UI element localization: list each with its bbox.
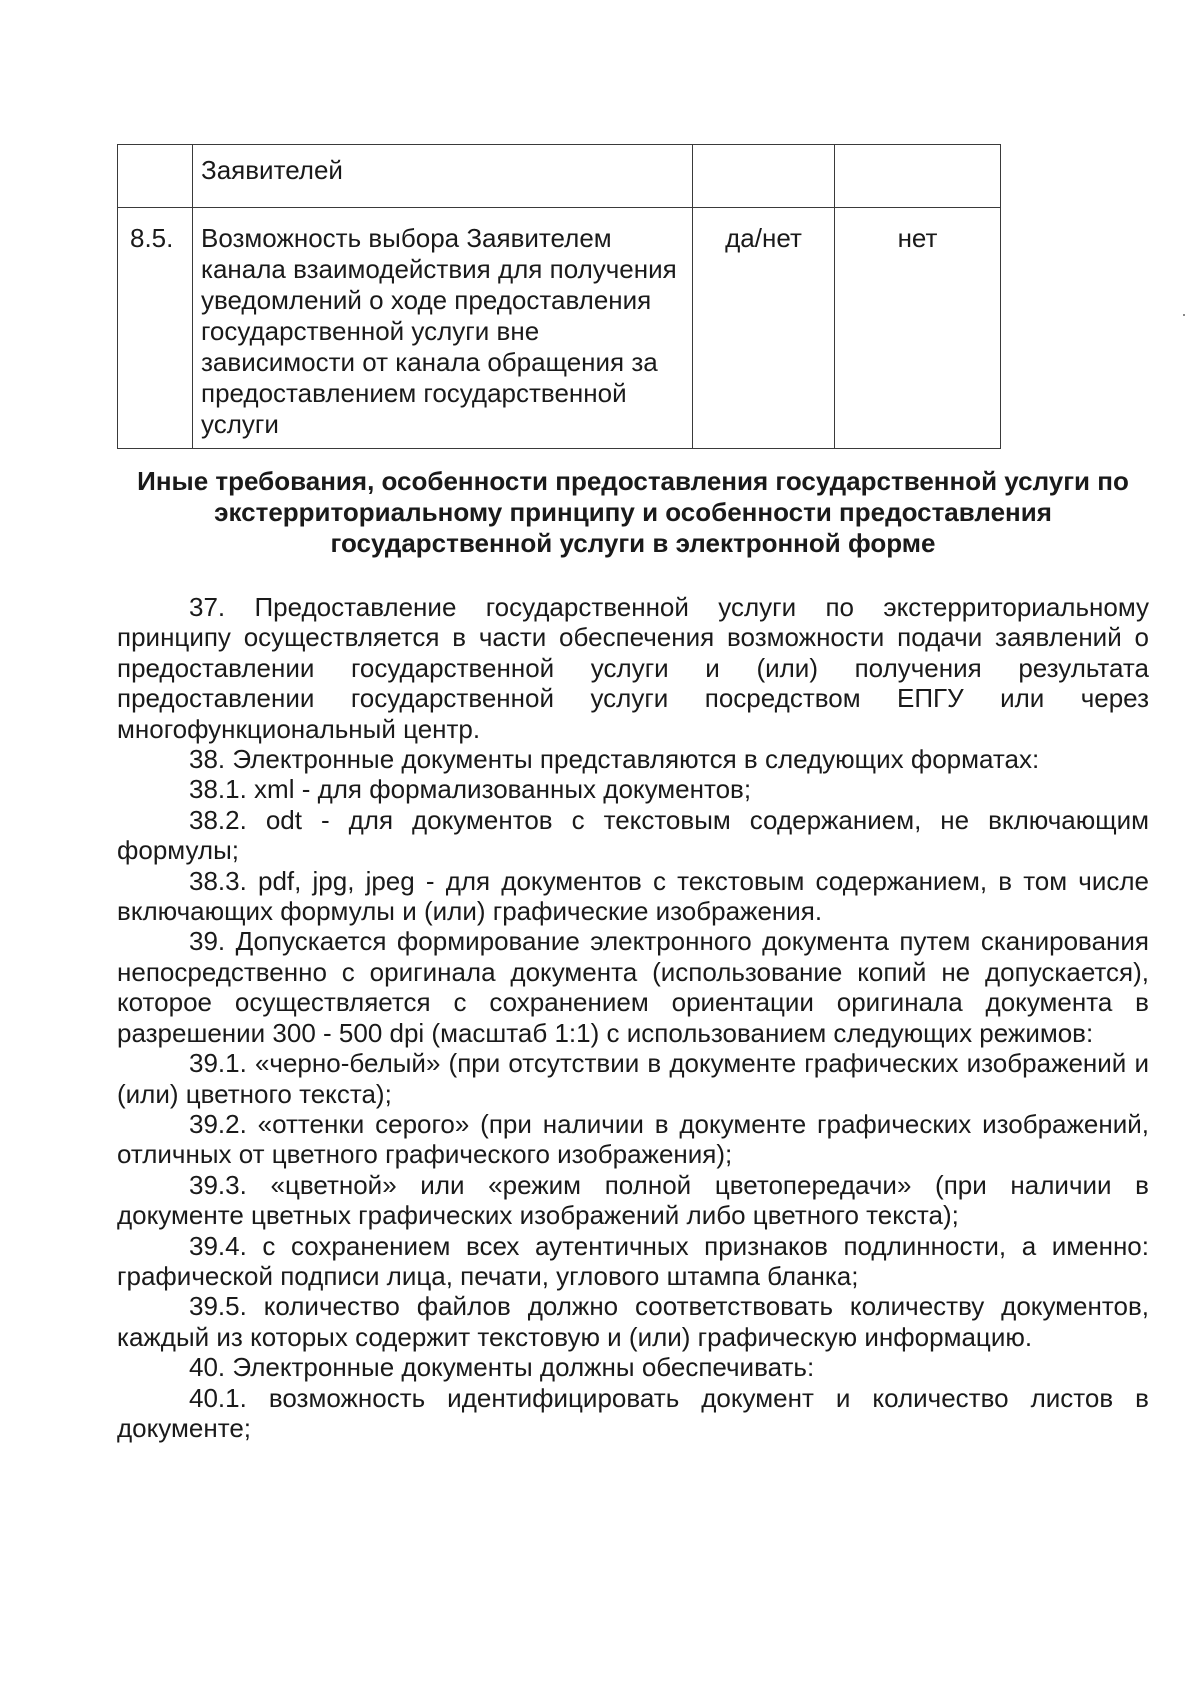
table-row <box>118 145 1001 208</box>
row-value-cell <box>835 145 1001 208</box>
row-value-cell: нет <box>835 208 1001 449</box>
row-unit-cell: да/нет <box>693 208 835 449</box>
scan-speck <box>1183 314 1185 316</box>
paragraph: 38. Электронные документы представляются в следующих форматах: <box>189 744 1040 775</box>
paragraph: 39.1. «черно-белый» (при отсутствии в документе графических изображений и (или) цветного текста); <box>117 1048 1149 1109</box>
paragraph: 37. Предоставление государственной услуги по экстерриториальному принципу осуществляется в части обеспечения возможности подачи заявлений о предоставлении государственной услуги и (или) получения результата предоставлении государственной услуги посредством ЕПГУ или через многофункциональный центр. <box>117 592 1149 744</box>
row-description-cell: Возможность выбора Заявителем канала взаимодействия для получения уведомлений о ходе предоставления государственной услуги вне зависимости от канала обращения за предоставлением государственной услуги <box>193 208 693 449</box>
row-description-cell: Заявителей <box>193 145 693 208</box>
paragraph: 38.3. pdf, jpg, jpeg - для документов с текстовым содержанием, в том числе включающих формулы и (или) графические изображения. <box>117 865 1149 927</box>
paragraph: 39.3. «цветной» или «режим полной цветопередачи» (при наличии в документе цветных графических изображений либо цветного текста); <box>117 1169 1149 1231</box>
row-number-cell: 8.5. <box>118 208 193 449</box>
paragraph: 38.2. odt - для документов с текстовым содержанием, не включающим формулы; <box>117 804 1149 866</box>
paragraph: 40. Электронные документы должны обеспечивать: <box>189 1352 815 1383</box>
row-number-cell <box>118 145 193 208</box>
table-row <box>118 208 1001 449</box>
paragraph: 39.2. «оттенки серого» (при наличии в документе графических изображений, отличных от цветного графического изображения); <box>117 1108 1149 1170</box>
row-unit-cell <box>693 145 835 208</box>
section-heading: Иные требования, особенности предоставления государственной услуги по экстерриториальному принципу и особенности предоставления государственной услуги в электронной форме <box>137 466 1129 558</box>
paragraph: 39. Допускается формирование электронного документа путем сканирования непосредственно с оригинала документа (использование копий не допускается), которое осуществляется с сохранением ориентации оригинала документа в разрешении 300 - 500 dpi (масштаб 1:1) с использованием следующих режимов: <box>117 926 1149 1048</box>
requirements-table <box>117 144 1001 449</box>
paragraph: 39.4. с сохранением всех аутентичных признаков подлинности, а именно: графической подписи лица, печати, углового штампа бланка; <box>117 1230 1149 1291</box>
paragraph: 38.1. xml - для формализованных документов; <box>189 774 752 805</box>
paragraph: 40.1. возможность идентифицировать документ и количество листов в документе; <box>117 1382 1149 1443</box>
paragraph: 39.5. количество файлов должно соответствовать количеству документов, каждый из которых содержит текстовую и (или) графическую информацию. <box>117 1291 1149 1352</box>
body-text <box>117 592 1149 1443</box>
